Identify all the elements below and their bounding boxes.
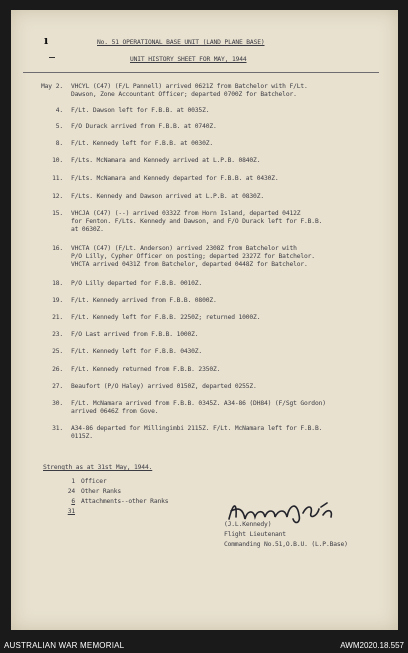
entry-day: 31. (52, 425, 63, 432)
entry-day: 2. (55, 83, 63, 90)
entry-day: 25. (52, 348, 63, 355)
entry-text-line: F/O Last arrived from F.B.B. 1000Z. (71, 331, 199, 338)
entry-text-line: for Fenton. F/Lts. Kennedy and Dawson, and F/O Durack left for F.B.B. (71, 218, 323, 225)
entry-text-line: Beaufort (P/O Haley) arrived 0150Z, departed 0255Z. (71, 383, 257, 390)
document-page (11, 10, 398, 630)
signatory-name: (J.L.Kennedy) (224, 521, 272, 528)
strength-heading: Strength as at 31st May, 1944. (43, 464, 153, 471)
strength-label-other-ranks: Other Ranks (81, 488, 122, 495)
entry-text-line: F/Lts. McNamara and Kennedy arrived at L.P.B. 0840Z. (71, 157, 261, 164)
entry-day: 4. (55, 107, 63, 114)
entry-text-line: P/O Lilly, Cypher Officer on posting; departed 2327Z for Batchelor. (71, 253, 315, 260)
strength-count-attachments: 6 (71, 498, 75, 505)
month-label: May (41, 83, 52, 90)
entry-text-line: F/Lt. McNamara arrived from F.B.B. 0345Z. A34-86 (DH84) (F/Sgt Gordon) (71, 400, 326, 407)
entry-day: 21. (52, 314, 63, 321)
entry-day: 26. (52, 366, 63, 373)
accession-number: AWM2020.18.557 (340, 641, 404, 650)
entry-day: 19. (52, 297, 63, 304)
entry-text-line: F/Lts. McNamara and Kennedy departed for F.B.B. at 0430Z. (71, 175, 279, 182)
entry-day: 16. (52, 245, 63, 252)
signatory-role: Commanding No.51,O.B.U. (L.P.Base) (224, 541, 348, 548)
entry-text-line: VHCTA (C47) (F/Lt. Anderson) arrived 2308Z from Batchelor with (71, 245, 297, 252)
entry-text-line: F/Lt. Kennedy arrived from F.B.B. 0800Z. (71, 297, 217, 304)
archive-footer (0, 640, 408, 653)
entry-text-line: P/O Lilly departed for F.B.B. 0010Z. (71, 280, 203, 287)
document-subtitle: UNIT HISTORY SHEET FOR MAY, 1944 (130, 56, 247, 63)
entry-day: 11. (52, 175, 63, 182)
strength-label-officers: Officer (81, 478, 107, 485)
margin-dash (49, 57, 55, 58)
strength-label-attachments: Attachments--other Ranks (81, 498, 169, 505)
entry-text-line: F/Lt. Kennedy left for F.B.B. 2250Z; returned 1000Z. (71, 314, 261, 321)
entry-text-line: F/Lts. Kennedy and Dawson arrived at L.P.B. at 0830Z. (71, 193, 264, 200)
header-rule (23, 72, 379, 73)
entry-text-line: VHCTA arrived 0431Z from Batchelor, departed 0448Z for Batchelor. (71, 261, 308, 268)
entry-day: 12. (52, 193, 63, 200)
document-title: No. 51 OPERATIONAL BASE UNIT (LAND PLANE BASE) (97, 39, 265, 46)
strength-total: 31 (67, 508, 75, 515)
archive-name: AUSTRALIAN WAR MEMORIAL (4, 641, 125, 650)
margin-mark: ı (44, 34, 49, 47)
entry-text-line: VHCYL (C47) (F/L Pannell) arrived 0621Z from Batchelor with F/Lt. (71, 83, 308, 90)
strength-count-other-ranks: 24 (67, 488, 75, 495)
entry-day: 15. (52, 210, 63, 217)
entry-day: 10. (52, 157, 63, 164)
entry-text-line: F/Lt. Dawson left for F.B.B. at 0035Z. (71, 107, 210, 114)
entry-text-line: VHCJA (C47) (--) arrived 0332Z from Horn Island, departed 0412Z (71, 210, 301, 217)
entry-text-line: 0115Z. (71, 433, 93, 440)
entry-text-line: F/Lt. Kennedy left for F.B.B. 0430Z. (71, 348, 203, 355)
strength-count-officers: 1 (71, 478, 75, 485)
entry-day: 23. (52, 331, 63, 338)
entry-day: 18. (52, 280, 63, 287)
entry-day: 27. (52, 383, 63, 390)
entry-text-line: at 0630Z. (71, 226, 104, 233)
entry-text-line: Dawson, Zone Accountant Officer; departed 0700Z for Batchelor. (71, 91, 297, 98)
entry-text-line: F/Lt. Kennedy left for F.B.B. at 0030Z. (71, 140, 214, 147)
entry-text-line: A34-86 departed for Millingimbi 2115Z. F/Lt. McNamara left for F.B.B. (71, 425, 323, 432)
signatory-rank: Flight Lieutenant (224, 531, 286, 538)
entry-text-line: F/O Durack arrived from F.B.B. at 0740Z. (71, 123, 217, 130)
entry-text-line: arrived 0646Z from Gove. (71, 408, 159, 415)
entry-day: 8. (55, 140, 63, 147)
entry-text-line: F/Lt. Kennedy returned from F.B.B. 2350Z. (71, 366, 221, 373)
entry-day: 30. (52, 400, 63, 407)
entry-day: 5. (55, 123, 63, 130)
